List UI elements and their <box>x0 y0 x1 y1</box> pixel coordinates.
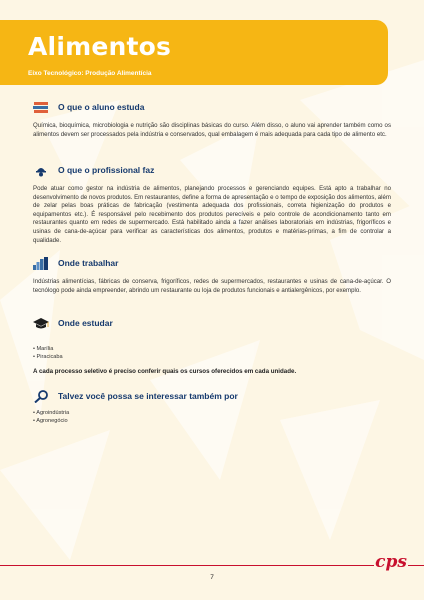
section-title: O que o aluno estuda <box>58 102 145 112</box>
magnifier-icon <box>33 390 49 403</box>
page-number: 7 <box>210 574 214 581</box>
campus-list <box>33 345 391 362</box>
graduation-cap-icon <box>33 317 49 330</box>
section-text: Indústrias alimentícias, fábricas de conserva, frigoríficos, redes de supermercados, restaurantes e usinas de cana-de-açúcar. O tecnólogo pode ainda empreender, abrindo um restaurante ou loja de produtos funcionais e antialergênicos, por exemplo. <box>33 278 391 294</box>
title-banner <box>0 20 388 85</box>
footer-divider <box>0 565 424 566</box>
worker-icon <box>33 164 49 177</box>
section-title: Onde trabalhar <box>58 258 119 268</box>
page-subtitle: Eixo Tecnológico: Produção Alimentícia <box>28 70 152 77</box>
selection-note: A cada processo seletivo é preciso conferir quais os cursos oferecidos em cada unidade. <box>33 368 297 375</box>
section-title: Talvez você possa se interessar também por <box>58 391 238 401</box>
list-item: • Agronegócio <box>33 417 391 425</box>
list-item: • Piracicaba <box>33 353 391 361</box>
section-title: O que o profissional faz <box>58 165 155 175</box>
section-text: Química, bioquímica, microbiologia e nutrição são disciplinas básicas do curso. Além disso, o aluno vai aprender também como os alimentos devem ser processados pela indústria e conservados, qual embalagem é mais adequada para cada tipo de alimento etc. <box>33 122 391 138</box>
section-text: Pode atuar como gestor na indústria de alimentos, planejando processos e gerenciando equipes. Está apto a trabalhar no desenvolvimento de novos produtos. Em restaurantes, define a forma de apresentação e o tempo de exposição dos alimentos, além de zelar pelas boas práticas de fabricação (vestimenta adequada dos profissionais, correta higienização do produtos e equipamentos etc.). É responsável pelo recebimento dos produtos perecíveis e pelo controle de acondicionamento tanto em restaurantes quanto em redes de supermercado. Está habilitado ainda a fazer análises laboratoriais em indústrias, frigoríficos e usinas de cana-de-açúcar para verificar as características dos alimentos, produtos e matérias-primas, a fim de controlar a qualidade. <box>33 185 391 244</box>
section-what-professional-does <box>33 163 391 245</box>
list-item: • Marília <box>33 345 391 353</box>
page-title: Alimentos <box>28 32 172 61</box>
city-icon <box>33 257 49 270</box>
section-where-to-work <box>33 256 391 295</box>
list-item: • Agroindústria <box>33 409 391 417</box>
section-where-to-study <box>33 316 391 362</box>
section-what-student-studies <box>33 100 391 139</box>
books-icon <box>33 101 49 114</box>
section-title: Onde estudar <box>58 318 113 328</box>
cps-logo: cps <box>375 552 407 572</box>
section-related-courses <box>33 389 391 426</box>
related-course-list <box>33 409 391 426</box>
